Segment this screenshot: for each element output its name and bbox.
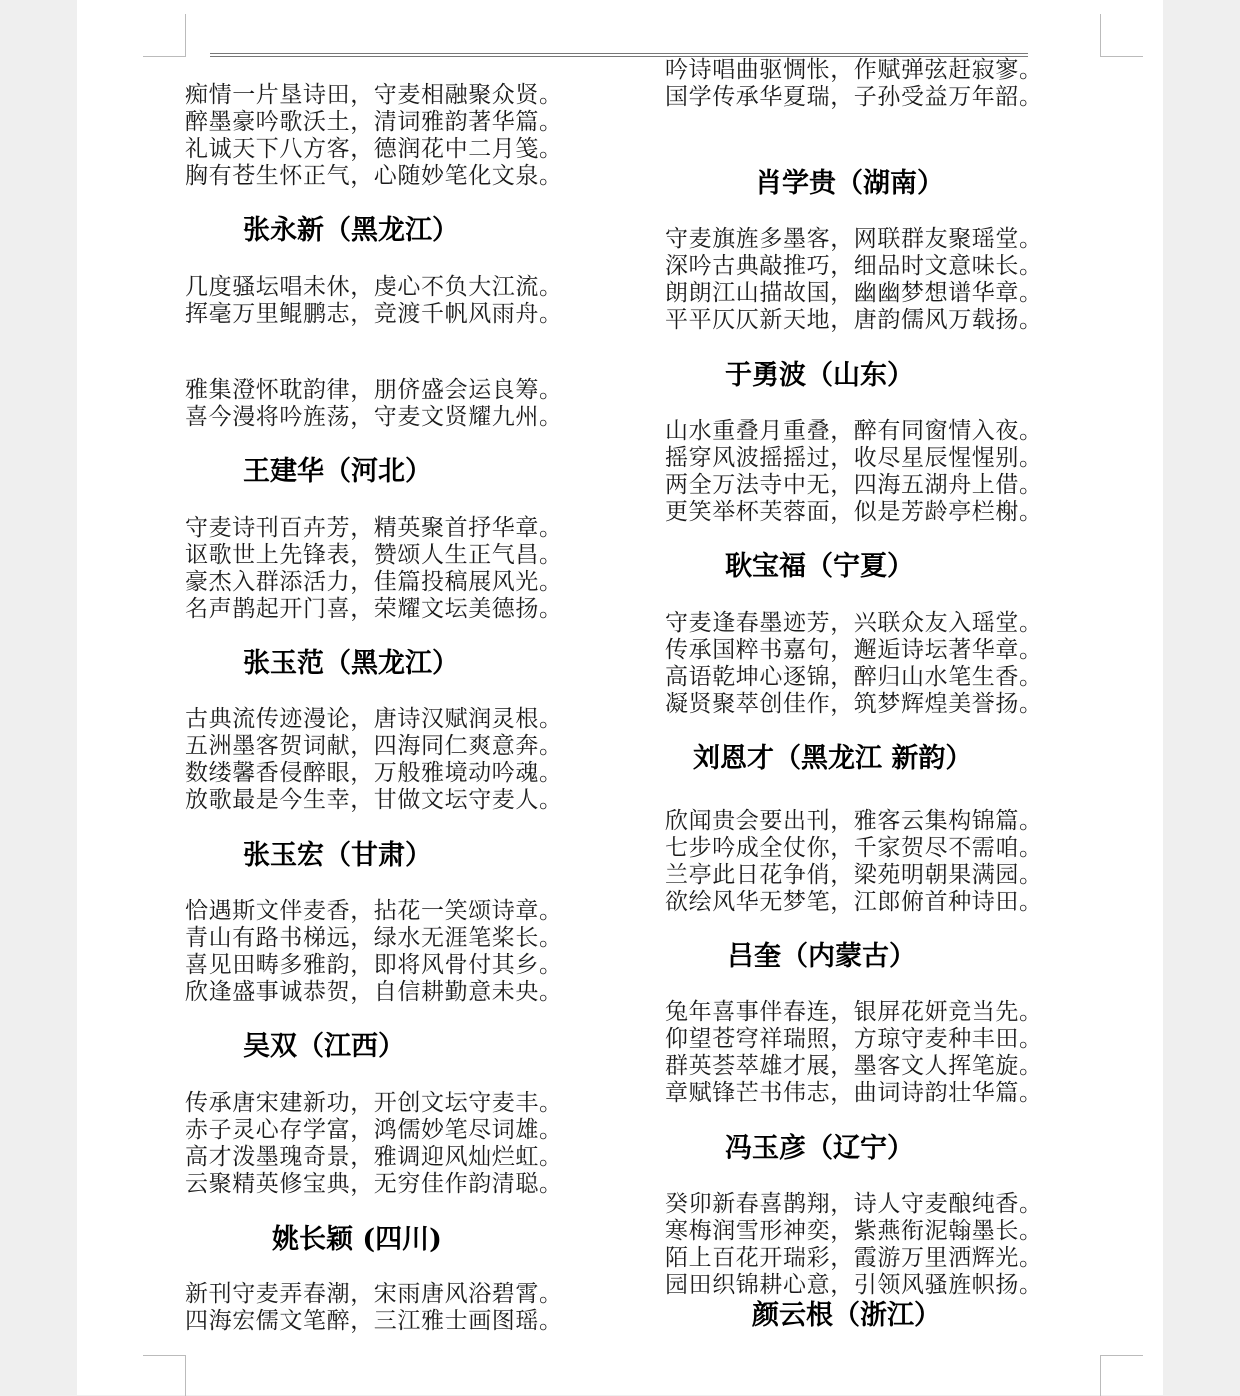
poem-line: 兔年喜事伴春连，银屏花妍竞当先。: [665, 998, 1043, 1025]
poem-line: 新刊守麦弄春潮，宋雨唐风浴碧霄。: [185, 1280, 563, 1307]
poet-heading: 张玉宏（甘肃）: [243, 840, 432, 871]
poem-line: 寒梅润雪形神奕，紫燕衔泥翰墨长。: [665, 1217, 1043, 1244]
poem-line: 深吟古典敲推巧，细品时文意味长。: [665, 252, 1043, 279]
poem-line: 喜见田畴多雅韵，即将风骨付其乡。: [185, 951, 563, 978]
poem-line: 国学传承华夏瑞，子孙受益万年韶。: [665, 83, 1043, 110]
crop-mark-bottom-right: [1100, 1355, 1143, 1396]
poem-line: 五洲墨客贺词献，四海同仁爽意奔。: [185, 732, 563, 759]
poem-line: 守麦诗刊百卉芳，精英聚首抒华章。: [185, 514, 563, 541]
poem-line: 欲绘风华无梦笔，江郎俯首种诗田。: [665, 888, 1043, 915]
poem-line: 吟诗唱曲驱惆怅，作赋弹弦赶寂寥。: [665, 56, 1043, 83]
poem-line: 青山有路书梯远，绿水无涯笔桨长。: [185, 924, 563, 951]
poem-line: 高才泼墨瑰奇景，雅调迎风灿烂虹。: [185, 1143, 563, 1170]
poem-line: 挥毫万里鲲鹏志，竞渡千帆风雨舟。: [185, 300, 563, 327]
poem-line: 传承国粹书嘉句，邂逅诗坛著华章。: [665, 636, 1043, 663]
poem-line: 守麦逢春墨迹芳，兴联众友入瑶堂。: [665, 609, 1043, 636]
poem-line: 更笑举杯芙蓉面，似是芳龄亭栏榭。: [665, 498, 1043, 525]
poem-line: 赤子灵心存学富，鸿儒妙笔尽词雄。: [185, 1116, 563, 1143]
poem-line: 几度骚坛唱未休，虔心不负大江流。: [185, 273, 563, 300]
poem-line: 守麦旗旌多墨客，网联群友聚瑶堂。: [665, 225, 1043, 252]
poet-heading: 吴双（江西）: [243, 1031, 405, 1062]
poem-line: 朗朗江山描故国，幽幽梦想谱华章。: [665, 279, 1043, 306]
poem-line: 欣逢盛事诚恭贺，自信耕勤意未央。: [185, 978, 563, 1005]
poem-line: 胸有苍生怀正气，心随妙笔化文泉。: [185, 162, 563, 189]
poem-line: 恰遇斯文伴麦香，拈花一笑颂诗章。: [185, 897, 563, 924]
poem-line: 豪杰入群添活力，佳篇投稿展风光。: [185, 568, 563, 595]
poem-line: 传承唐宋建新功，开创文坛守麦丰。: [185, 1089, 563, 1116]
poem-line: 四海宏儒文笔醉，三江雅士画图瑶。: [185, 1307, 563, 1334]
poem-line: 名声鹊起开门喜，荣耀文坛美德扬。: [185, 595, 563, 622]
poem-line: 放歌最是今生幸，甘做文坛守麦人。: [185, 786, 563, 813]
poem-line: 两全万法寺中无，四海五湖舟上借。: [665, 471, 1043, 498]
poem-line: 章赋锋芒书伟志，曲词诗韵壮华篇。: [665, 1079, 1043, 1106]
crop-mark-bottom-left: [143, 1355, 186, 1396]
poem-line: 古典流传迹漫论，唐诗汉赋润灵根。: [185, 705, 563, 732]
poem-line: 陌上百花开瑞彩，霞游万里洒辉光。: [665, 1244, 1043, 1271]
poem-line: 凝贤聚萃创佳作，筑梦辉煌美誉扬。: [665, 690, 1043, 717]
poet-heading: 于勇波（山东）: [725, 360, 914, 391]
poet-heading: 姚长颖 (四川): [272, 1224, 442, 1255]
poem-line: 癸卯新春喜鹊翔，诗人守麦酿纯香。: [665, 1190, 1043, 1217]
poem-line: 高语乾坤心逐锦，醉归山水笔生香。: [665, 663, 1043, 690]
poem-line: 云聚精英修宝典，无穷佳作韵清聪。: [185, 1170, 563, 1197]
poet-heading: 颜云根（浙江）: [752, 1300, 941, 1331]
poem-line: 平平仄仄新天地，唐韵儒风万载扬。: [665, 306, 1043, 333]
poem-line: 喜今漫将吟旌荡，守麦文贤耀九州。: [185, 403, 563, 430]
poem-line: 欣闻贵会要出刊，雅客云集构锦篇。: [665, 807, 1043, 834]
poem-line: 仰望苍穹祥瑞照，方琼守麦种丰田。: [665, 1025, 1043, 1052]
crop-mark-top-right: [1100, 14, 1143, 57]
poem-line: 讴歌世上先锋表，赞颂人生正气昌。: [185, 541, 563, 568]
poet-heading: 王建华（河北）: [243, 456, 432, 487]
poem-line: 雅集澄怀耽韵律，朋侪盛会运良筹。: [185, 376, 563, 403]
poem-line: 兰亭此日花争俏，梁苑明朝果满园。: [665, 861, 1043, 888]
poem-line: 礼诚天下八方客，德润花中二月笺。: [185, 135, 563, 162]
poet-heading: 耿宝福（宁夏）: [725, 551, 914, 582]
poem-line: 园田织锦耕心意，引领风骚旌帜扬。: [665, 1271, 1043, 1298]
poem-line: 醉墨豪吟歌沃土，清词雅韵著华篇。: [185, 108, 563, 135]
poet-heading: 肖学贵（湖南）: [755, 168, 944, 199]
poem-line: 山水重叠月重叠，醉有同窗情入夜。: [665, 417, 1043, 444]
crop-mark-top-left: [143, 14, 186, 57]
poet-heading: 张玉范（黑龙江）: [243, 648, 459, 679]
poem-line: 摇穿风波摇摇过，收尽星辰惺惺别。: [665, 444, 1043, 471]
poet-heading: 刘恩才（黑龙江 新韵）: [693, 743, 973, 774]
poet-heading: 冯玉彦（辽宁）: [725, 1133, 914, 1164]
poem-line: 群英荟萃雄才展，墨客文人挥笔旋。: [665, 1052, 1043, 1079]
poem-line: 数缕馨香侵醉眼，万般雅境动吟魂。: [185, 759, 563, 786]
poet-heading: 吕奎（内蒙古）: [727, 941, 916, 972]
poet-heading: 张永新（黑龙江）: [243, 215, 459, 246]
poem-line: 七步吟成全仗你，千家贺尽不需咱。: [665, 834, 1043, 861]
poem-line: 痴情一片垦诗田，守麦相融聚众贤。: [185, 81, 563, 108]
